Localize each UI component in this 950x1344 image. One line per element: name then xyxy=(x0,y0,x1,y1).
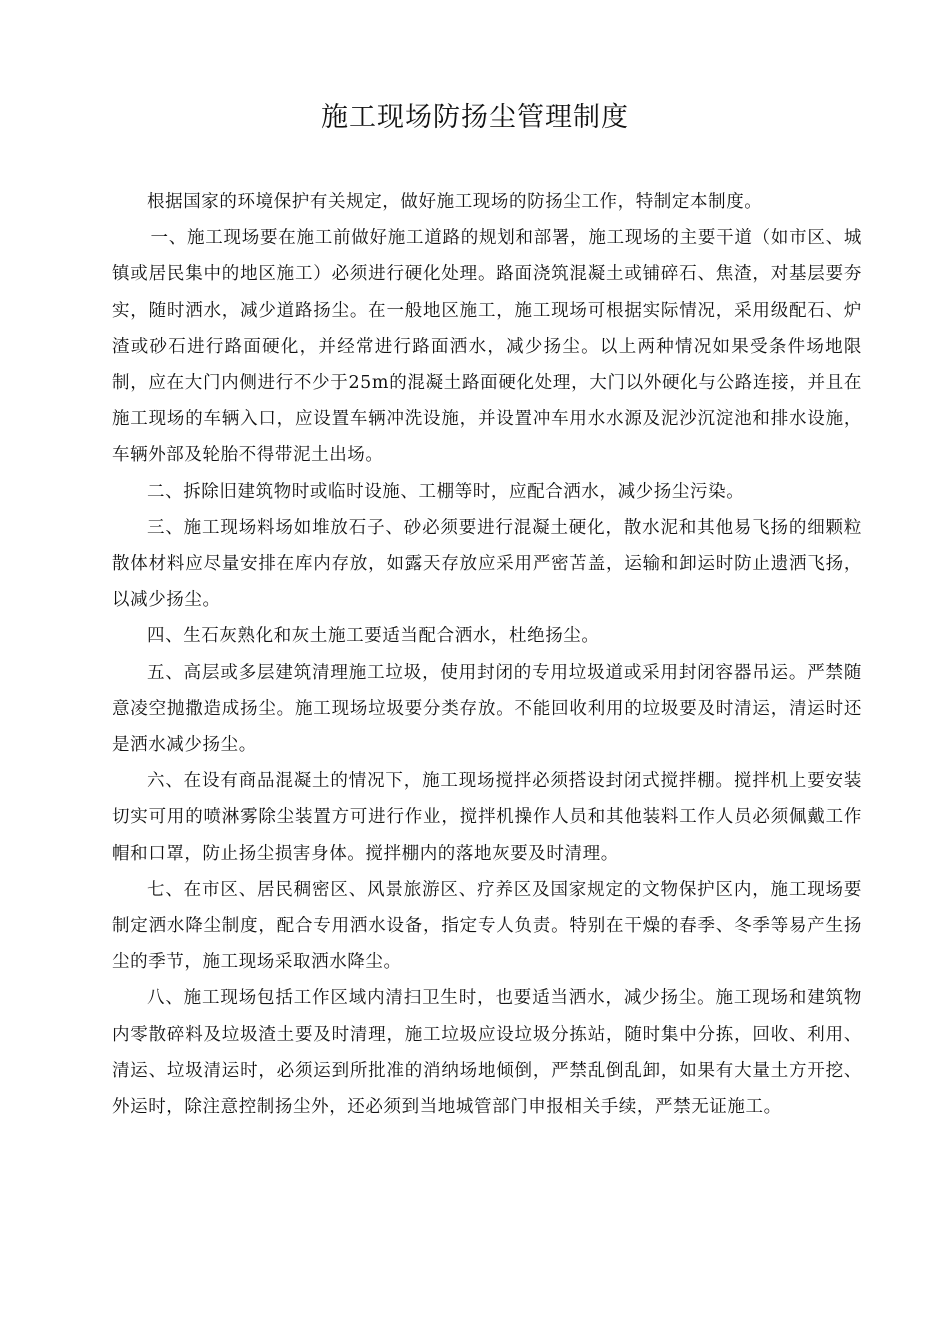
clause-5-paragraph: 五、高层或多层建筑清理施工垃圾，使用封闭的专用垃圾道或采用封闭容器吊运。严禁随意凌空抛撒造成扬尘。施工现场垃圾要分类存放。不能回收利用的垃圾要及时清运，清运时还是洒水减少扬尘。 xyxy=(112,662,862,756)
clause-1-paragraph: 一、施工现场要在施工前做好施工道路的规划和部署，施工现场的主要干道（如市区、城镇或居民集中的地区施工）必须进行硬化处理。路面浇筑混凝土或铺碎石、焦渣，对基层要夯实，随时洒水，减少道路扬尘。在一般地区施工，施工现场可根据实际情况，采用级配石、炉渣或砂石进行路面硬化，并经常进行路面洒水，减少扬尘。以上两种情况如果受条件场地限制，应在大门内侧进行不少于25m的混凝土路面硬化处理，大门以外硬化与公路连接，并且在施工现场的车辆入口，应设置车辆冲洗设施，并设置冲车用水水源及泥沙沉淀池和排水设施，车辆外部及轮胎不得带泥土出场。 xyxy=(112,228,862,466)
clause-4-paragraph: 四、生石灰熟化和灰土施工要适当配合洒水，杜绝扬尘。 xyxy=(147,626,600,647)
clause-3-paragraph: 三、施工现场料场如堆放石子、砂必须要进行混凝土硬化，散水泥和其他易飞扬的细颗粒散体材料应尽量安排在库内存放，如露天存放应采用严密苫盖，运输和卸运时防止遗洒飞扬，以减少扬尘。 xyxy=(112,517,862,611)
clause-6-paragraph: 六、在设有商品混凝土的情况下，施工现场搅拌必须搭设封闭式搅拌棚。搅拌机上要安装切实可用的喷淋雾除尘装置方可进行作业，搅拌机操作人员和其他装料工作人员必须佩戴工作帽和口罩，防止扬尘损害身体。搅拌棚内的落地灰要及时清理。 xyxy=(112,771,862,864)
document-body xyxy=(112,184,862,1125)
intro-paragraph: 根据国家的环境保护有关规定，做好施工现场的防扬尘工作，特制定本制度。 xyxy=(147,192,763,212)
clause-7-paragraph: 七、在市区、居民稠密区、风景旅游区、疗养区及国家规定的文物保护区内，施工现场要制定洒水降尘制度，配合专用洒水设备，指定专人负责。特别在干燥的春季、冬季等易产生扬尘的季节，施工现场采取洒水降尘。 xyxy=(112,879,862,973)
clause-8-paragraph: 八、施工现场包括工作区域内清扫卫生时，也要适当洒水，减少扬尘。施工现场和建筑物内零散碎料及垃圾渣土要及时清理，施工垃圾应设垃圾分拣站，随时集中分拣，回收、利用、清运、垃圾清运时，必须运到所批准的消纳场地倾倒，严禁乱倒乱卸，如果有大量土方开挖、外运时，除注意控制扬尘外，还必须到当地城管部门申报相关手续，严禁无证施工。 xyxy=(112,988,862,1118)
clause-2-paragraph: 二、拆除旧建筑物时或临时设施、工棚等时，应配合洒水，减少扬尘污染。 xyxy=(147,481,745,502)
document-title: 施工现场防扬尘管理制度 xyxy=(321,102,629,133)
